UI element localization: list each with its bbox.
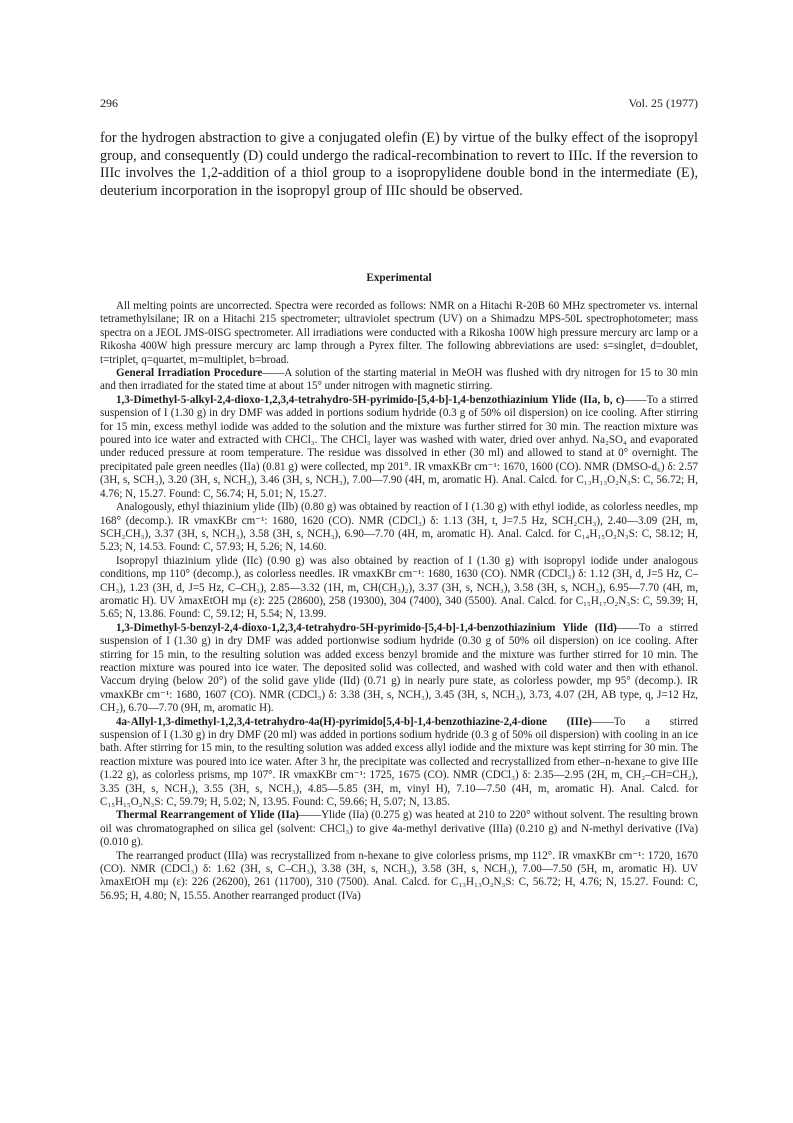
paragraph-general — [100, 300, 698, 367]
paragraph-title: 1,3-Dimethyl-5-benzyl-2,4-dioxo-1,2,3,4-tetrahydro-5H-pyrimido-[5,4-b]-1,4-benzothiazinium Ylide (IId) — [116, 621, 617, 634]
paragraph-allyl-dione — [100, 716, 698, 810]
paragraph-text: ——To a stirred suspension of I (1.30 g) in dry DMF was added in portions sodium hydride (0.3 g of 50% oil dispersion) on ice cooling. After stirring for 15 min, excess methyl iodide was added to the solution and the mixture was further stirred for 30 min. The reaction mixture was poured into ice water and extracted with CHCl₃. The CHCl₃ layer was washed with water, dried over anhyd. Na₂SO₄ and evaporated under reduced pressure at room temperature. The residue was dissolved in ether (30 ml) and allowed to stand at 0° overnight. The precipitated pale green needles (IIa) (0.81 g) were collected, mp 201°. IR νmaxKBr cm⁻¹: 1670, 1600 (CO). NMR (DMSO-d₆) δ: 2.57 (3H, s, SCH₃), 3.20 (3H, s, NCH₃), 3.46 (3H, s, NCH₃), 7.00—7.90 (4H, m, aromatic H). Anal. Calcd. for C₁₃H₁₃O₂N₃S: C, 56.72; H, 4.76; N, 15.27. Found: C, 56.74; H, 5.01; N, 15.27. — [100, 393, 698, 500]
paragraph-benzyl-ylide — [100, 622, 698, 716]
paragraph-isopropyl-ylide — [100, 555, 698, 622]
paragraph-title: General Irradiation Procedure — [116, 367, 263, 380]
paragraph-ethyl-ylide — [100, 501, 698, 555]
paragraph-title: Thermal Rearrangement of Ylide (IIa) — [116, 809, 299, 822]
paragraph-title: 4a-Allyl-1,3-dimethyl-1,2,3,4-tetrahydro-4a(H)-pyrimido[5,4-b]-1,4-benzothiazine-2,4-dione (IIIe) — [116, 715, 592, 728]
paragraph-text: All melting points are uncorrected. Spectra were recorded as follows: NMR on a Hitachi R-20B 60 MHz spectrometer vs. internal tetramethylsilane; IR on a Hitachi 215 spectrometer; ultraviolet spectrum (UV) on a Shimadzu MPS-50L spectrophotometer; mass spectra on a JEOL JMS-0ISG spectrometer. All irradiations were conducted with a Rikosha 100W high pressure mercury arc lamp or a Rikosha 400W high pressure mercury arc lamp through a Pyrex filter. The following abbreviations are used: s=singlet, d=doublet, t=triplet, q=quartet, m=multiplet, b=broad. — [100, 300, 698, 366]
paragraph-irradiation-procedure — [100, 367, 698, 394]
paragraph-text: ——A solution of the starting material in MeOH was flushed with dry nitrogen for 15 to 30 min and then irradiated for the stated time at about 15° under nitrogen with magnetic stirring. — [100, 367, 698, 393]
paragraph-text: The rearranged product (IIIa) was recrystallized from n-hexane to give colorless prisms, mp 112°. IR νmaxKBr cm⁻¹: 1720, 1670 (CO). NMR (CDCl₃) δ: 1.62 (3H, s, C–CH₃), 3.38 (3H, s, NCH₃), 3.58 (3H, s, NCH₃), 7.00—7.50 (5H, m, aromatic H). UV λmaxEtOH mμ (ε): 226 (26200), 261 (11700), 310 (7500). Anal. Calcd. for C₁₃H₁₃O₂N₃S: C, 56.72; H, 4.76; N, 15.27. Found: C, 56.95; H, 4.80; N, 15.55. Another rearranged product (IVa) — [100, 849, 698, 902]
paragraph-thermal-rearrangement — [100, 809, 698, 849]
page-number: 296 — [100, 96, 118, 110]
experimental-body — [100, 296, 698, 903]
paragraph-text: ——To a stirred suspension of I (1.30 g) in dry DMF (20 ml) was added in portions sodium hydride (0.3 g of 50% oil dispersion) with cooling in an ice bath. After stirring for 15 min, to the resulting solution was added excess allyl iodide and the mixture was kept stirring for 30 min. The reaction mixture was poured into ice water. After 3 hr, the precipitate was collected and recrystallized from ether–n-hexane to give IIIe (1.22 g), as colorless prisms, mp 107°. IR νmaxKBr cm⁻¹: 1725, 1675 (CO). NMR (CDCl₃) δ: 2.35—2.95 (2H, m, CH₂–CH=CH₂), 3.35 (3H, s, NCH₃), 3.55 (3H, s, NCH₃), 4.85—5.85 (3H, m, vinyl H), 7.10—7.50 (4H, m, aromatic H). Anal. Calcd. for C₁₅H₁₅O₂N₃S: C, 59.79; H, 5.02; N, 13.95. Found: C, 59.66; H, 5.07; N, 13.85. — [100, 715, 698, 809]
paragraph-rearranged-product — [100, 850, 698, 904]
paragraph-text: Analogously, ethyl thiazinium ylide (IIb) (0.80 g) was obtained by reaction of I (1.30 g) with ethyl iodide, as colorless needles, mp 168° (decomp.). IR νmaxKBr cm⁻¹: 1680, 1620 (CO). NMR (CDCl₃) δ: 1.13 (3H, t, J=7.5 Hz, SCH₂CH₃), 2.40—3.09 (2H, m, SCH₂CH₃), 3.37 (3H, s, NCH₃), 3.58 (3H, s, NCH₃), 6.90—7.70 (4H, m, aromatic H). Anal. Calcd. for C₁₄H₁₅O₂N₃S: C, 58.12; H, 5.23; N, 14.53. Found: C, 57.93; H, 5.26; N, 14.60. — [100, 501, 698, 554]
running-header — [100, 96, 698, 112]
paragraph-ylide-iia — [100, 394, 698, 501]
volume-label: Vol. 25 (1977) — [628, 96, 698, 110]
paragraph-text: ——To a stirred suspension of I (1.30 g) in dry DMF was added portionwise sodium hydride (0.30 g of 50% oil dispersion) on ice cooling. After stirring for 15 min, to the resulting solution was added excess benzyl bromide and the mixture was further stirred for 10 min. The reaction mixture was poured into ice water. The deposited solid was collected, and washed with cold water and then with ethanol. Vaccum drying (below 20°) of the solid gave ylide (IId) (0.71 g) in nearly pure state, as colorless powder, mp 95° (decomp.). IR νmaxKBr cm⁻¹: 1680, 1607 (CO). NMR (CDCl₃) δ: 3.38 (3H, s, NCH₃), 3.45 (3H, s, NCH₃), 3.73, 4.07 (2H, AB type, q, J=12 Hz, CH₂), 6.70—7.70 (9H, m, aromatic H). — [100, 621, 698, 715]
paragraph-text: Isopropyl thiazinium ylide (IIc) (0.90 g) was also obtained by reaction of I (1.30 g) with isopropyl iodide under analogous conditions, mp 110° (decomp.), as colorless needles. IR νmaxKBr cm⁻¹: 1680, 1630 (CO). NMR (CDCl₃) δ: 1.12 (3H, d, J=5 Hz, C–CH₃), 1.23 (3H, d, J=5 Hz, C–CH₃), 2.85—3.32 (1H, m, CH(CH₃)₂), 3.37 (3H, s, NCH₃), 3.58 (3H, s, NCH₃), 6.95—7.70 (4H, m, aromatic H). UV λmaxEtOH mμ (ε): 225 (28600), 258 (19300), 304 (7400), 340 (5500). Anal. Calcd. for C₁₅H₁₇O₂N₃S: C, 59.39; H, 5.65; N, 13.86. Found: C, 59.12; H, 5.54; N, 13.99. — [100, 554, 698, 621]
paragraph-title: 1,3-Dimethyl-5-alkyl-2,4-dioxo-1,2,3,4-tetrahydro-5H-pyrimido-[5,4-b]-1,4-benzothiazinium Ylide (IIa, b, c) — [116, 393, 625, 406]
paragraph-text: ——Ylide (IIa) (0.275 g) was heated at 210 to 220° without solvent. The resulting brown oil was chromatographed on silica gel (solvent: CHCl₃) to give 4a-methyl derivative (IIIa) (0.210 g) and N-methyl derivative (IVa) (0.010 g). — [100, 809, 699, 849]
section-heading: Experimental — [366, 272, 432, 284]
intro-paragraph: for the hydrogen abstraction to give a conjugated olefin (E) by virtue of the bulky effect of the isopropyl group, and consequently (D) could undergo the radical-recombination to revert to IIIc. If the reversion to IIIc involves the 1,2-addition of a thiol group to a isopropylidene double bond in the intermediate (E), deuterium incorporation in the isopropyl group of IIIc should be observed. — [100, 130, 698, 199]
